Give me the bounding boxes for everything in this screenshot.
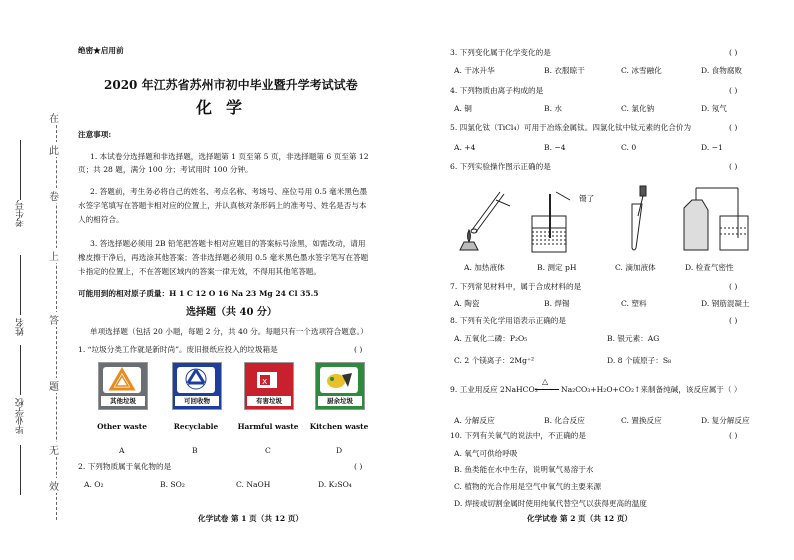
notice-line: 1. 本试卷分选择题和非选择题，选择题第 1 页至第 5 页，非选择题第 6 页至第 12 xyxy=(90,152,369,161)
section-title: 选择题（共 40 分） xyxy=(186,307,277,318)
option-letter: D xyxy=(336,446,343,455)
secret-mark: 绝密★启用前 xyxy=(78,46,124,55)
option: D. −1 xyxy=(701,143,723,152)
school-label: 毕业学校 xyxy=(16,398,26,434)
option: D. 复分解反应 xyxy=(701,416,750,425)
other-waste-icon xyxy=(103,367,141,393)
option: D. 8 个硫原子：S₈ xyxy=(607,356,672,365)
heat-symbol: △ xyxy=(542,377,549,386)
option: B. 鱼类能在水中生存，说明氧气易溶于水 xyxy=(454,465,594,474)
option: D. K₂SO₄ xyxy=(318,480,352,489)
answer-bracket: ( ) xyxy=(729,123,738,132)
answer-bracket: ( ) xyxy=(729,86,738,95)
answer-bracket: ( ) xyxy=(729,282,738,291)
notice-line: 卡指定的位置上，不在答题区域内的答案一律无效，不得用其他笔答题。 xyxy=(78,267,321,276)
section-desc: 单项选择题（包括 20 小题，每题 2 分，共 40 分。每题只有一个选项符合题意。） xyxy=(90,327,368,336)
lab-apparatus-illustrations xyxy=(452,180,752,260)
option: C. 塑料 xyxy=(621,299,647,308)
answer-bracket: ( ) xyxy=(729,48,738,57)
reaction-arrow xyxy=(535,389,559,390)
fill-line xyxy=(20,255,21,315)
option: C. 植物的光合作用是空气中氧气的主要来源 xyxy=(454,482,602,491)
option: C. 氯化钠 xyxy=(621,104,655,113)
option: B. 银元素：AG xyxy=(607,334,660,343)
option: B. 水 xyxy=(544,104,563,113)
seal-char: 此 xyxy=(44,142,64,157)
option: A. 分解反应 xyxy=(454,416,495,425)
answer-bracket: ( ) xyxy=(729,316,738,325)
option: D. 检查气密性 xyxy=(685,263,734,272)
svg-text:x: x xyxy=(262,377,268,387)
option: A. 干冰升华 xyxy=(454,66,495,75)
option: C. 滴加液体 xyxy=(615,263,656,272)
seal-char: 题 xyxy=(44,378,64,393)
seal-char: 无 xyxy=(44,442,64,457)
option: A. 铜 xyxy=(454,104,472,113)
name-label: 姓名 xyxy=(16,318,26,336)
question-6: 6. 下列实验操作图示正确的是 xyxy=(450,162,551,171)
fill-line xyxy=(20,140,21,200)
bin-harmful-waste xyxy=(244,362,294,410)
subject-title: 化学 xyxy=(196,98,257,117)
question-9-pre: 9. 工业用反应 2NaHCO₃ xyxy=(450,385,538,394)
option: B. −4 xyxy=(544,143,566,152)
tweezers-annotation: 镊了 xyxy=(579,194,595,203)
question-5: 5. 四氯化钛（TiCl₄）可用于冶炼金属钛。四氯化钛中钛元素的化合价为 xyxy=(450,123,692,132)
binding-margin xyxy=(0,0,70,560)
notice-line: 页；共 28 题，满分 100 分；考试用时 100 分钟。 xyxy=(78,165,253,174)
option: B. SO₂ xyxy=(160,480,185,489)
option: A. 加热液体 xyxy=(464,263,505,272)
bin-label: 厨余垃圾 xyxy=(318,396,362,406)
question-3: 3. 下列变化属于化学变化的是 xyxy=(450,48,551,57)
seal-char: 答 xyxy=(44,312,64,327)
answer-bracket: ( ) xyxy=(354,462,363,471)
bin-label: 其他垃圾 xyxy=(101,396,145,406)
question-10: 10. 下列有关氧气的说法中，不正确的是 xyxy=(450,431,586,440)
option: C. NaOH xyxy=(236,480,271,489)
option: C. 冰雪融化 xyxy=(621,66,662,75)
seal-char: 上 xyxy=(44,248,64,263)
food-waste-icon xyxy=(320,367,358,393)
exam-title: 2020 年江苏省苏州市初中毕业暨升学考试试卷 xyxy=(104,78,358,92)
option: D. 钢筋混凝土 xyxy=(701,299,750,308)
option-letter: A xyxy=(119,446,125,455)
option: A. 五氧化二磷：P₂O₅ xyxy=(454,334,528,343)
bin-other-waste xyxy=(98,362,148,410)
harmful-battery-icon xyxy=(249,367,287,393)
bin-name: Harmful waste xyxy=(237,422,299,431)
notice-line: 橡皮擦干净后，再选涂其他答案；答非选择题必须用 0.5 毫米黑色墨水签字笔写在答题 xyxy=(78,253,369,262)
option: B. 测定 pH xyxy=(537,263,577,272)
option: A. 氧气可供给呼吸 xyxy=(454,449,518,458)
bin-kitchen-waste xyxy=(315,362,365,410)
fill-line xyxy=(20,345,21,395)
option: D. 食物腐败 xyxy=(701,66,743,75)
seal-char: 卷 xyxy=(44,188,64,203)
option-letter: B xyxy=(192,446,198,455)
recycle-icon xyxy=(177,367,215,393)
question-9-post: Na₂CO₃+H₂O+CO₂↑来制备纯碱，该反应属于（ ） xyxy=(561,385,742,394)
seal-char: 在 xyxy=(44,110,64,125)
question-4: 4. 下列物质由离子构成的是 xyxy=(450,86,544,95)
option: C. 置换反应 xyxy=(621,416,662,425)
option: C. 0 xyxy=(621,143,637,152)
bin-name: Other waste xyxy=(97,422,147,431)
bin-recyclable xyxy=(172,362,222,410)
option: B. 焊锡 xyxy=(544,299,570,308)
question-1: 1. “垃圾分类工作就是新时尚”。废旧报纸应投入的垃圾箱是 xyxy=(78,345,278,354)
option: B. 衣服晾干 xyxy=(544,66,585,75)
answer-bracket: ( ) xyxy=(729,162,738,171)
fill-line xyxy=(20,445,21,495)
exam-page-2 xyxy=(397,0,794,560)
option: D. 焊接或切割金属时使用纯氧代替空气以获得更高的温度 xyxy=(454,499,647,508)
answer-bracket: ( ) xyxy=(354,345,363,354)
question-8: 8. 下列有关化学用语表示正确的是 xyxy=(450,316,566,325)
bin-name: Kitchen waste xyxy=(309,422,369,431)
bin-label: 可回收物 xyxy=(175,396,219,406)
bin-name: Recyclable xyxy=(173,422,219,431)
question-7: 7. 下列常见材料中，属于合成材料的是 xyxy=(450,282,582,291)
notice-line: 3. 答选择题必须用 2B 铅笔把答题卡相对应题目的答案标号涂黑，如需改动，请用 xyxy=(90,239,366,248)
option: C. 2 个镁离子：2Mg⁺² xyxy=(454,356,535,365)
notice-line: 水签字笔填写在答题卡相对应的位置上，并认真核对条形码上的准考号、姓名是否与本 xyxy=(78,201,367,210)
option: A. O₂ xyxy=(84,480,104,489)
option: D. 氖气 xyxy=(701,104,727,113)
bin-label: 有害垃圾 xyxy=(247,396,291,406)
answer-bracket: ( ) xyxy=(729,431,738,440)
option-letter: C xyxy=(265,446,271,455)
option: A. +4 xyxy=(454,143,476,152)
dropper-figure xyxy=(632,186,646,250)
airtightness-figure xyxy=(684,188,748,250)
notice-line: 人的相符合。 xyxy=(78,215,124,224)
option: A. 陶瓷 xyxy=(454,299,480,308)
page-footer: 化学试卷 第 1 页（共 12 页） xyxy=(198,514,304,523)
student-id-label: 考生号 xyxy=(16,200,26,227)
page-footer: 化学试卷 第 2 页（共 12 页） xyxy=(527,514,633,523)
atomic-masses: 可能用到的相对原子质量：H 1 C 12 O 16 Na 23 Mg 24 Cl 35.5 xyxy=(78,289,319,298)
notice-line: 2. 答题前，考生务必将自己的姓名、考点名称、考场号、座位号用 0.5 毫米黑色墨 xyxy=(90,187,368,196)
seal-char: 效 xyxy=(44,478,64,493)
notice-title: 注意事项: xyxy=(78,130,112,139)
option: B. 化合反应 xyxy=(544,416,585,425)
question-2: 2. 下列物质属于氧化物的是 xyxy=(78,462,172,471)
heating-liquid-figure xyxy=(460,192,510,250)
ph-test-figure xyxy=(532,192,570,252)
